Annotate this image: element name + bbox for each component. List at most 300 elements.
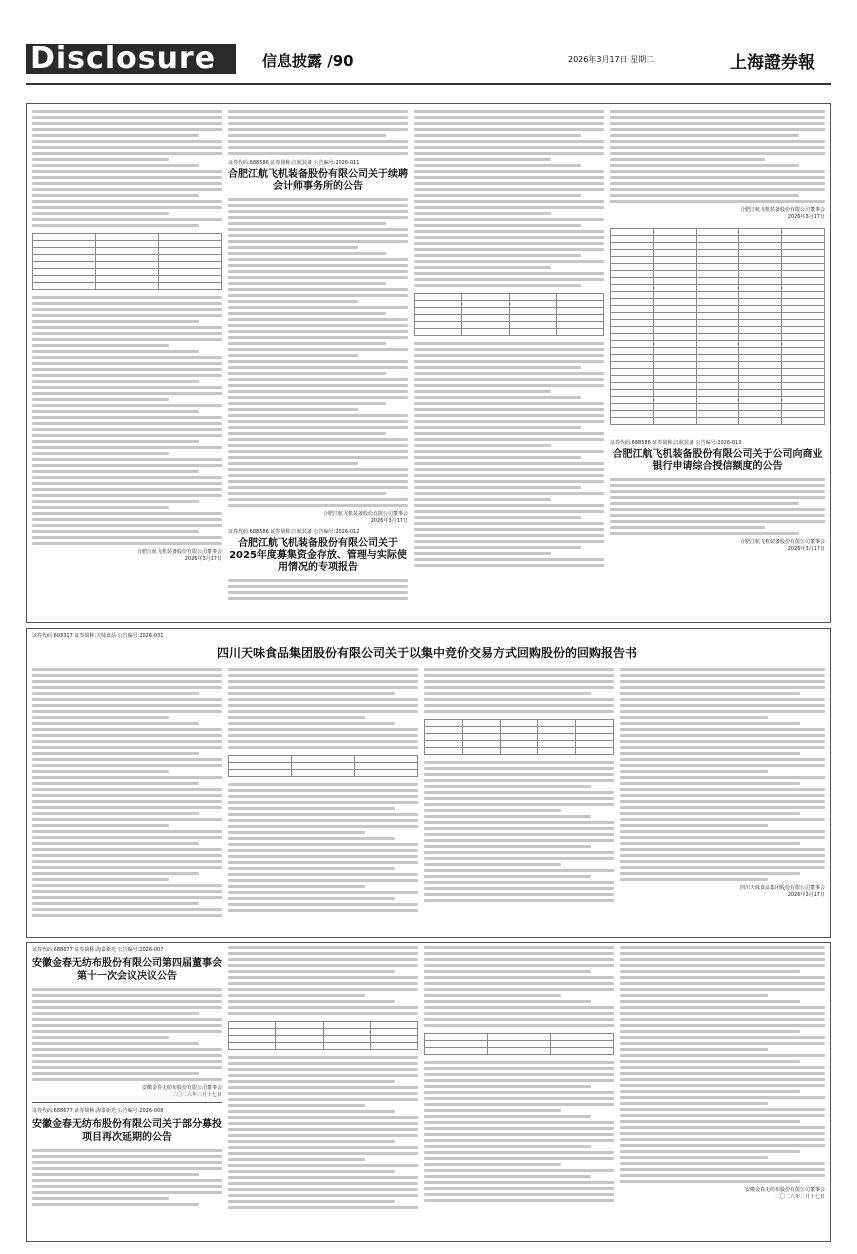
text-line bbox=[32, 530, 199, 533]
text-line bbox=[414, 354, 604, 357]
text-line bbox=[414, 438, 604, 441]
text-line bbox=[32, 1018, 222, 1021]
text-line bbox=[228, 1206, 418, 1209]
text-line bbox=[228, 504, 408, 507]
text-line bbox=[424, 1163, 561, 1166]
text-line bbox=[32, 194, 199, 197]
text-line bbox=[228, 1170, 395, 1173]
text-line bbox=[32, 200, 222, 203]
text-line bbox=[228, 228, 408, 231]
text-line bbox=[424, 692, 591, 695]
text-line bbox=[620, 692, 800, 695]
signature: 合肥江航飞机装备股份有限公司董事会 bbox=[739, 539, 825, 545]
text-line bbox=[620, 680, 825, 683]
text-line bbox=[414, 492, 604, 495]
text-line bbox=[414, 188, 604, 191]
text-line bbox=[228, 988, 418, 991]
text-line bbox=[228, 246, 358, 249]
column-2 bbox=[228, 110, 408, 615]
text-line bbox=[424, 851, 614, 854]
text-line bbox=[228, 222, 386, 225]
section-title: 信息披露 /90 bbox=[262, 52, 354, 70]
text-line bbox=[228, 486, 408, 489]
text-line bbox=[32, 134, 199, 137]
text-line bbox=[32, 1179, 222, 1182]
text-line bbox=[424, 1127, 614, 1130]
text-line bbox=[620, 1102, 768, 1105]
text-line bbox=[32, 188, 222, 191]
text-line bbox=[424, 875, 591, 878]
text-line bbox=[228, 843, 418, 846]
text-line bbox=[32, 476, 222, 479]
signature-date: 二〇二六年三月十七日 bbox=[171, 1092, 222, 1098]
text-line bbox=[620, 1078, 825, 1081]
text-line bbox=[610, 200, 825, 203]
text-line bbox=[620, 1138, 825, 1141]
text-line bbox=[32, 884, 222, 887]
text-line bbox=[32, 1185, 222, 1188]
text-line bbox=[32, 842, 199, 845]
text-line bbox=[610, 116, 825, 119]
text-line bbox=[620, 752, 800, 755]
text-line bbox=[620, 1168, 825, 1171]
text-line bbox=[610, 164, 799, 167]
text-line bbox=[228, 795, 418, 798]
signature: 安徽金春无纺布股份有限公司董事会 bbox=[744, 1187, 825, 1193]
text-line bbox=[620, 1120, 800, 1123]
text-line bbox=[414, 432, 604, 435]
text-line bbox=[424, 797, 614, 800]
text-line bbox=[414, 122, 604, 125]
text-line bbox=[228, 885, 365, 888]
text-line bbox=[32, 458, 222, 461]
text-line bbox=[424, 1139, 614, 1142]
body-text bbox=[32, 296, 222, 545]
text-line bbox=[32, 152, 222, 155]
text-line bbox=[414, 206, 604, 209]
text-line bbox=[32, 854, 222, 857]
text-line bbox=[228, 873, 418, 876]
text-line bbox=[424, 1151, 614, 1154]
text-line bbox=[424, 827, 614, 830]
text-line bbox=[414, 360, 604, 363]
text-line bbox=[228, 597, 408, 600]
body-text bbox=[228, 198, 408, 507]
text-line bbox=[414, 212, 551, 215]
masthead bbox=[26, 44, 831, 80]
usage-table bbox=[610, 228, 825, 425]
project-table bbox=[228, 1021, 418, 1050]
text-line bbox=[424, 833, 614, 836]
text-line bbox=[620, 704, 825, 707]
text-line bbox=[414, 396, 581, 399]
tianwei-col-3 bbox=[424, 668, 614, 933]
text-line bbox=[620, 1036, 825, 1039]
text-line bbox=[228, 270, 408, 273]
body-text bbox=[424, 761, 614, 902]
text-line bbox=[620, 842, 800, 845]
text-line bbox=[620, 728, 825, 731]
text-line bbox=[414, 528, 604, 531]
text-line bbox=[32, 212, 169, 215]
text-line bbox=[228, 468, 408, 471]
text-line bbox=[228, 134, 386, 137]
text-line bbox=[228, 282, 386, 285]
text-line bbox=[414, 200, 604, 203]
text-line bbox=[610, 520, 825, 523]
text-line bbox=[228, 128, 408, 131]
text-line bbox=[32, 368, 222, 371]
text-line bbox=[424, 1169, 614, 1172]
text-line bbox=[228, 438, 408, 441]
text-line bbox=[620, 806, 825, 809]
text-line bbox=[414, 254, 581, 257]
text-line bbox=[620, 770, 768, 773]
text-line bbox=[228, 408, 358, 411]
signature: 合肥江航飞机装备股份有限公司董事会 bbox=[136, 549, 222, 555]
signature: 四川天味食品集团股份有限公司董事会 bbox=[739, 885, 825, 891]
text-line bbox=[610, 110, 825, 113]
text-line bbox=[414, 468, 604, 471]
text-line bbox=[424, 869, 614, 872]
text-line bbox=[414, 236, 604, 239]
text-line bbox=[424, 1181, 614, 1184]
text-line bbox=[32, 452, 169, 455]
text-line bbox=[620, 1156, 768, 1159]
text-line bbox=[228, 1116, 418, 1119]
disclosure-logo: Disclosure bbox=[26, 44, 236, 74]
text-line bbox=[414, 546, 581, 549]
text-line bbox=[32, 1167, 222, 1170]
text-line bbox=[32, 482, 222, 485]
text-line bbox=[32, 1149, 222, 1152]
body-text bbox=[424, 946, 614, 1027]
text-line bbox=[620, 794, 825, 797]
text-line bbox=[32, 860, 222, 863]
text-line bbox=[610, 514, 825, 517]
text-line bbox=[424, 791, 614, 794]
text-line bbox=[228, 324, 408, 327]
text-line bbox=[32, 1000, 222, 1003]
text-line bbox=[620, 722, 800, 725]
text-line bbox=[620, 818, 825, 821]
text-line bbox=[424, 1103, 614, 1106]
text-line bbox=[414, 540, 604, 543]
body-text bbox=[414, 110, 604, 287]
chuntian-col-3 bbox=[424, 946, 614, 1238]
text-line bbox=[228, 686, 418, 689]
body-text bbox=[228, 783, 418, 912]
text-line bbox=[620, 1084, 825, 1087]
text-line bbox=[32, 410, 199, 413]
text-line bbox=[424, 1175, 591, 1178]
text-line bbox=[620, 674, 825, 677]
text-line bbox=[32, 536, 222, 539]
text-line bbox=[620, 1006, 825, 1009]
text-line bbox=[228, 958, 418, 961]
text-line bbox=[620, 1096, 825, 1099]
text-line bbox=[228, 1176, 418, 1179]
text-line bbox=[32, 422, 222, 425]
text-line bbox=[228, 198, 408, 201]
text-line bbox=[610, 526, 765, 529]
text-line bbox=[228, 420, 408, 423]
text-line bbox=[228, 831, 365, 834]
text-line bbox=[620, 776, 825, 779]
text-line bbox=[228, 1128, 418, 1131]
text-line bbox=[32, 446, 222, 449]
text-line bbox=[228, 276, 408, 279]
text-line bbox=[610, 176, 825, 179]
text-line bbox=[32, 182, 222, 185]
text-line bbox=[32, 878, 169, 881]
text-line bbox=[32, 116, 222, 119]
text-line bbox=[32, 314, 222, 317]
text-line bbox=[228, 740, 418, 743]
text-line bbox=[32, 164, 199, 167]
notice-title: 安徽金春无纺布股份有限公司第四届董事会第十一次会议决议公告 bbox=[32, 958, 222, 982]
text-line bbox=[610, 484, 825, 487]
text-line bbox=[32, 1036, 169, 1039]
text-line bbox=[414, 176, 604, 179]
text-line bbox=[424, 1187, 614, 1190]
text-line bbox=[32, 836, 222, 839]
text-line bbox=[414, 558, 604, 561]
text-line bbox=[228, 294, 408, 297]
body-text bbox=[620, 946, 825, 1183]
text-line bbox=[228, 728, 418, 731]
text-line bbox=[228, 216, 408, 219]
body-text bbox=[610, 478, 825, 535]
text-line bbox=[228, 1152, 418, 1155]
text-line bbox=[228, 474, 408, 477]
text-line bbox=[424, 839, 614, 842]
text-line bbox=[620, 1174, 825, 1177]
text-line bbox=[610, 152, 825, 155]
text-line bbox=[414, 278, 604, 281]
text-line bbox=[228, 366, 408, 369]
chuntian-col-4 bbox=[620, 946, 825, 1238]
text-line bbox=[228, 110, 408, 113]
text-line bbox=[228, 210, 408, 213]
text-line bbox=[424, 1091, 614, 1094]
text-line bbox=[620, 1108, 825, 1111]
text-line bbox=[620, 988, 825, 991]
notice-code: 证券代码:688586 证券简称:江航装备 公告编号:2026-013 bbox=[610, 440, 742, 446]
text-line bbox=[228, 146, 408, 149]
text-line bbox=[32, 434, 222, 437]
text-line bbox=[424, 1157, 614, 1160]
text-line bbox=[32, 824, 169, 827]
text-line bbox=[424, 952, 614, 955]
text-line bbox=[228, 1068, 418, 1071]
text-line bbox=[620, 830, 825, 833]
text-line bbox=[414, 480, 604, 483]
text-line bbox=[32, 1012, 199, 1015]
text-line bbox=[228, 1164, 418, 1167]
text-line bbox=[32, 794, 222, 797]
text-line bbox=[228, 116, 408, 119]
text-line bbox=[620, 854, 825, 857]
text-line bbox=[424, 686, 614, 689]
text-line bbox=[414, 342, 604, 345]
text-line bbox=[424, 1018, 614, 1021]
text-line bbox=[32, 122, 222, 125]
text-line bbox=[32, 866, 222, 869]
tianwei-col-4 bbox=[620, 668, 825, 933]
text-line bbox=[424, 1097, 614, 1100]
text-line bbox=[228, 891, 418, 894]
text-line bbox=[228, 1194, 418, 1197]
text-line bbox=[228, 994, 365, 997]
text-line bbox=[228, 444, 408, 447]
text-line bbox=[610, 496, 825, 499]
tianwei-col-2 bbox=[228, 668, 418, 933]
text-line bbox=[620, 964, 825, 967]
text-line bbox=[424, 899, 614, 902]
text-line bbox=[32, 746, 222, 749]
text-line bbox=[32, 1030, 222, 1033]
text-line bbox=[424, 946, 614, 949]
notice-title: 安徽金春无纺布股份有限公司关于部分募投项目再次延期的公告 bbox=[32, 1119, 222, 1143]
text-line bbox=[414, 170, 604, 173]
text-line bbox=[228, 462, 358, 465]
text-line bbox=[620, 970, 800, 973]
text-line bbox=[228, 480, 408, 483]
text-line bbox=[228, 1000, 395, 1003]
text-line bbox=[610, 478, 825, 481]
text-line bbox=[32, 734, 222, 737]
text-line bbox=[228, 668, 418, 671]
text-line bbox=[228, 680, 418, 683]
text-line bbox=[620, 758, 825, 761]
body-text bbox=[424, 1061, 614, 1202]
text-line bbox=[424, 1085, 591, 1088]
text-line bbox=[32, 668, 222, 671]
text-line bbox=[424, 809, 561, 812]
text-line bbox=[424, 761, 614, 764]
notice-title: 合肥江航飞机装备股份有限公司关于2025年度募集资金存放、管理与实际使用情况的专项报告 bbox=[229, 538, 407, 573]
text-line bbox=[620, 982, 825, 985]
text-line bbox=[228, 861, 418, 864]
text-line bbox=[414, 284, 581, 287]
text-line bbox=[228, 450, 408, 453]
text-line bbox=[414, 158, 551, 161]
text-line bbox=[228, 140, 408, 143]
text-line bbox=[32, 542, 222, 545]
text-line bbox=[32, 416, 222, 419]
text-line bbox=[620, 1150, 800, 1153]
text-line bbox=[32, 206, 222, 209]
text-line bbox=[414, 516, 581, 519]
notice-title: 合肥江航飞机装备股份有限公司关于续聘会计师事务所的公告 bbox=[228, 169, 408, 192]
text-line bbox=[228, 704, 418, 707]
text-line bbox=[32, 320, 199, 323]
text-line bbox=[620, 746, 825, 749]
column-4 bbox=[610, 110, 825, 615]
text-line bbox=[228, 312, 386, 315]
text-line bbox=[620, 734, 825, 737]
text-line bbox=[228, 378, 408, 381]
text-line bbox=[228, 390, 408, 393]
text-line bbox=[228, 867, 395, 870]
text-line bbox=[32, 890, 222, 893]
text-line bbox=[424, 704, 614, 707]
text-line bbox=[610, 122, 825, 125]
text-line bbox=[228, 964, 418, 967]
shareholding-table bbox=[424, 719, 614, 755]
text-line bbox=[424, 668, 614, 671]
tianwei-header bbox=[32, 632, 822, 662]
text-line bbox=[228, 946, 418, 949]
chuntian-col-1 bbox=[32, 946, 222, 1238]
text-line bbox=[620, 878, 768, 881]
text-line bbox=[32, 1066, 222, 1069]
text-line bbox=[228, 789, 418, 792]
text-line bbox=[32, 782, 199, 785]
text-line bbox=[32, 1042, 199, 1045]
column-3 bbox=[414, 110, 604, 615]
text-line bbox=[414, 378, 604, 381]
chuntian-col-2 bbox=[228, 946, 418, 1238]
text-line bbox=[414, 498, 551, 501]
text-line bbox=[620, 946, 825, 949]
text-line bbox=[620, 952, 825, 955]
text-line bbox=[228, 234, 408, 237]
text-line bbox=[424, 767, 614, 770]
text-line bbox=[32, 908, 222, 911]
text-line bbox=[228, 396, 408, 399]
text-line bbox=[32, 470, 199, 473]
divider bbox=[32, 1102, 222, 1103]
text-line bbox=[414, 194, 581, 197]
text-line bbox=[610, 182, 825, 185]
text-line bbox=[424, 1024, 614, 1027]
text-line bbox=[32, 722, 199, 725]
text-line bbox=[228, 903, 418, 906]
text-line bbox=[228, 970, 395, 973]
text-line bbox=[32, 518, 222, 521]
text-line bbox=[228, 240, 408, 243]
text-line bbox=[32, 524, 222, 527]
text-line bbox=[228, 591, 408, 594]
text-line bbox=[32, 1054, 222, 1057]
text-line bbox=[32, 110, 222, 113]
text-line bbox=[228, 348, 408, 351]
text-line bbox=[414, 444, 551, 447]
text-line bbox=[228, 318, 408, 321]
text-line bbox=[424, 1199, 614, 1202]
text-line bbox=[32, 308, 222, 311]
text-line bbox=[228, 1062, 418, 1065]
text-line bbox=[414, 248, 604, 251]
text-line bbox=[414, 134, 581, 137]
text-line bbox=[414, 414, 604, 417]
text-line bbox=[32, 1078, 222, 1081]
text-line bbox=[620, 1144, 825, 1147]
text-line bbox=[32, 338, 222, 341]
text-line bbox=[228, 716, 365, 719]
text-line bbox=[32, 356, 222, 359]
text-line bbox=[620, 1054, 825, 1057]
text-line bbox=[424, 970, 591, 973]
text-line bbox=[32, 512, 222, 515]
body-text bbox=[620, 668, 825, 881]
text-line bbox=[32, 158, 169, 161]
text-line bbox=[32, 380, 199, 383]
text-line bbox=[32, 386, 222, 389]
text-line bbox=[228, 1012, 418, 1015]
